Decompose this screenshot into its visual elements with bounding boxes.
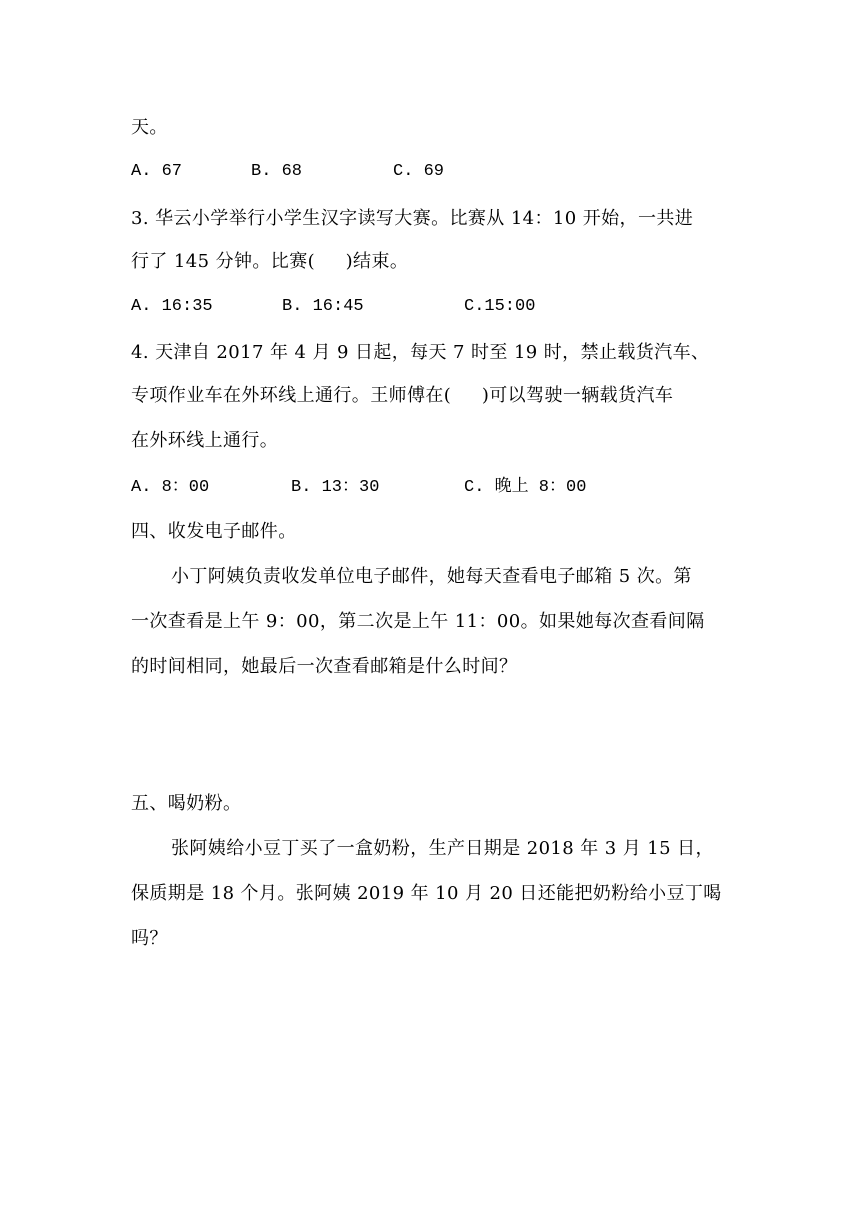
q4-text-line2: 专项作业车在外环线上通行。王师傅在( )可以驾驶一辆载货汽车	[131, 385, 674, 406]
section4-text-line3: 的时间相同，她最后一次查看邮箱是什么时间？	[131, 656, 518, 677]
q3-option-a: A. 16:35	[131, 297, 213, 316]
section4-text-line1: 小丁阿姨负责收发单位电子邮件，她每天查看电子邮箱 5 次。第	[171, 566, 692, 587]
q4-text-line1: 4. 天津自 2017 年 4 月 9 日起，每天 7 时至 19 时，禁止载货汽车、	[131, 342, 710, 363]
section5-text-line1: 张阿姨给小豆丁买了一盒奶粉，生产日期是 2018 年 3 月 15 日，	[171, 838, 714, 859]
q4-option-a: A. 8：00	[131, 478, 210, 497]
q3-option-b: B. 16:45	[282, 297, 364, 316]
q4-option-c: C. 晚上 8：00	[464, 478, 587, 497]
section5-text-line3: 吗？	[131, 928, 168, 949]
q3-text-line2: 行了 145 分钟。比赛( )结束。	[131, 251, 409, 272]
section4-text-line2: 一次查看是上午 9：00，第二次是上午 11：00。如果她每次查看间隔	[131, 611, 705, 632]
section4-heading: 四、收发电子邮件。	[131, 521, 297, 542]
q4-option-b: B. 13：30	[291, 478, 380, 497]
q2-option-b: B. 68	[251, 162, 303, 181]
section5-heading: 五、喝奶粉。	[131, 793, 242, 814]
section5-text-line2: 保质期是 18 个月。张阿姨 2019 年 10 月 20 日还能把奶粉给小豆丁喝	[131, 883, 722, 904]
q2-option-a: A. 67	[131, 162, 183, 181]
q3-text-line1: 3. 华云小学举行小学生汉字读写大赛。比赛从 14：10 开始，一共进	[131, 208, 694, 229]
q3-option-c: C.15:00	[464, 297, 536, 316]
q4-text-line3: 在外环线上通行。	[131, 430, 279, 451]
q2-text-tail: 天。	[131, 117, 168, 138]
q2-option-c: C. 69	[393, 162, 445, 181]
